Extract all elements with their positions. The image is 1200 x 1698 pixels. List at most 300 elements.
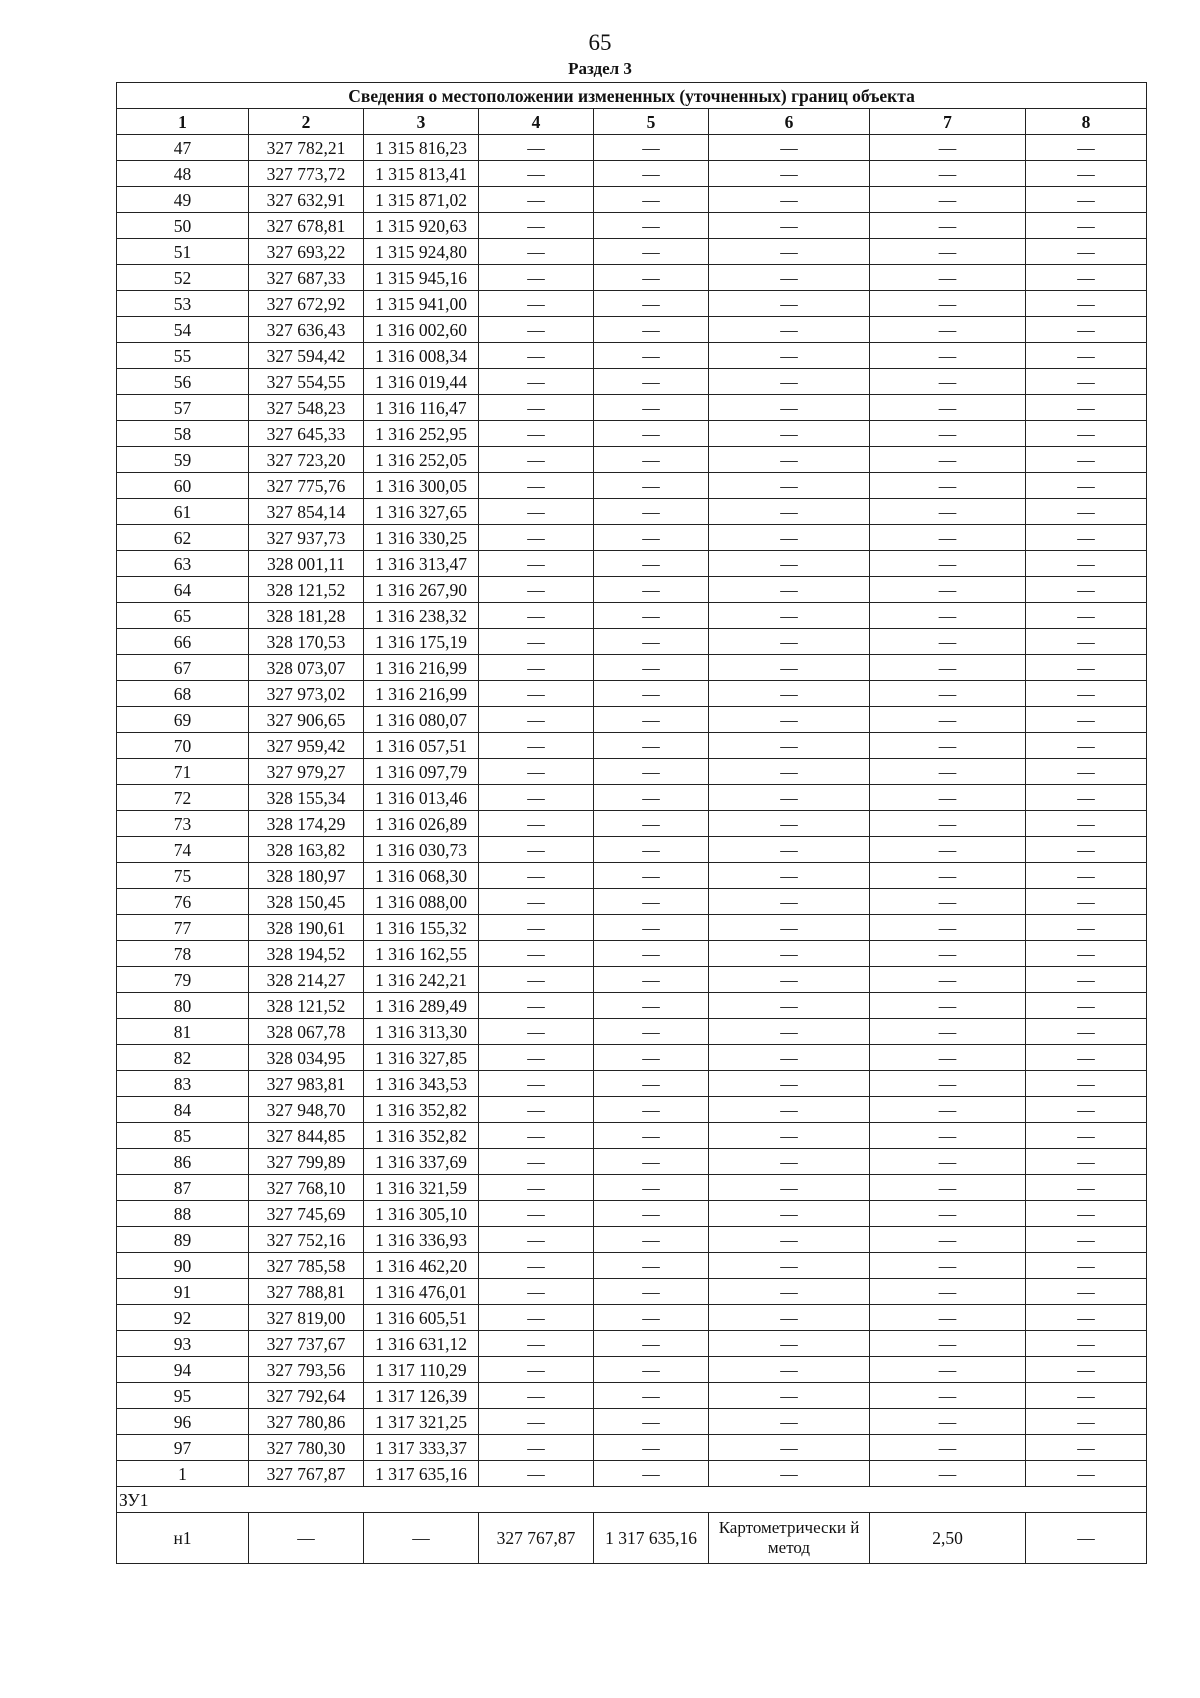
- empty-cell: —: [870, 317, 1026, 343]
- coord-y: 1 316 252,05: [364, 447, 479, 473]
- empty-cell: —: [1026, 265, 1147, 291]
- table-row: [117, 1149, 1147, 1175]
- empty-cell: —: [1026, 1045, 1147, 1071]
- table-row: [117, 187, 1147, 213]
- empty-cell: —: [479, 759, 594, 785]
- coord-x: 327 906,65: [249, 707, 364, 733]
- empty-cell: —: [594, 941, 709, 967]
- empty-cell: —: [594, 837, 709, 863]
- empty-cell: —: [479, 1149, 594, 1175]
- empty-cell: —: [870, 1305, 1026, 1331]
- coord-y: 1 315 871,02: [364, 187, 479, 213]
- coord-x: 328 180,97: [249, 863, 364, 889]
- empty-cell: —: [1026, 837, 1147, 863]
- empty-cell: —: [870, 1227, 1026, 1253]
- empty-cell: —: [870, 187, 1026, 213]
- empty-cell: —: [709, 499, 870, 525]
- table-row: [117, 993, 1147, 1019]
- empty-cell: —: [594, 395, 709, 421]
- empty-cell: —: [479, 915, 594, 941]
- empty-cell: —: [479, 525, 594, 551]
- empty-cell: —: [479, 265, 594, 291]
- coord-x: 327 788,81: [249, 1279, 364, 1305]
- point-number: 1: [117, 1461, 249, 1487]
- empty-cell: —: [594, 317, 709, 343]
- column-header-row: [117, 109, 1147, 135]
- empty-cell: —: [479, 1435, 594, 1461]
- point-number: 47: [117, 135, 249, 161]
- empty-cell: —: [594, 1201, 709, 1227]
- empty-cell: —: [709, 837, 870, 863]
- empty-cell: —: [870, 681, 1026, 707]
- empty-cell: —: [479, 681, 594, 707]
- table-row: [117, 655, 1147, 681]
- point-number: 76: [117, 889, 249, 915]
- point-number: 59: [117, 447, 249, 473]
- empty-cell: —: [479, 707, 594, 733]
- empty-cell: —: [870, 915, 1026, 941]
- empty-cell: —: [594, 343, 709, 369]
- coord-y: 1 316 313,30: [364, 1019, 479, 1045]
- table-row: [117, 1383, 1147, 1409]
- table-row: [117, 1435, 1147, 1461]
- table-row: [117, 161, 1147, 187]
- empty-cell: —: [594, 239, 709, 265]
- table-row: [117, 1331, 1147, 1357]
- coord-y: 1 316 026,89: [364, 811, 479, 837]
- empty-cell: —: [479, 655, 594, 681]
- coord-y: 1 316 116,47: [364, 395, 479, 421]
- point-number: 75: [117, 863, 249, 889]
- empty-cell: —: [1026, 161, 1147, 187]
- final-row-cell: н1: [117, 1513, 249, 1564]
- empty-cell: —: [709, 525, 870, 551]
- empty-cell: —: [479, 1175, 594, 1201]
- point-number: 63: [117, 551, 249, 577]
- empty-cell: —: [594, 1097, 709, 1123]
- empty-cell: —: [479, 239, 594, 265]
- empty-cell: —: [479, 993, 594, 1019]
- empty-cell: —: [870, 239, 1026, 265]
- empty-cell: —: [709, 1253, 870, 1279]
- empty-cell: —: [1026, 1305, 1147, 1331]
- empty-cell: —: [870, 1279, 1026, 1305]
- empty-cell: —: [594, 811, 709, 837]
- empty-cell: —: [479, 395, 594, 421]
- empty-cell: —: [870, 291, 1026, 317]
- empty-cell: —: [709, 135, 870, 161]
- point-number: 96: [117, 1409, 249, 1435]
- empty-cell: —: [1026, 1149, 1147, 1175]
- empty-cell: —: [709, 1461, 870, 1487]
- coord-y: 1 316 336,93: [364, 1227, 479, 1253]
- point-number: 92: [117, 1305, 249, 1331]
- empty-cell: —: [1026, 421, 1147, 447]
- coord-x: 328 155,34: [249, 785, 364, 811]
- empty-cell: —: [870, 603, 1026, 629]
- empty-cell: —: [709, 1201, 870, 1227]
- coord-y: 1 316 088,00: [364, 889, 479, 915]
- empty-cell: —: [479, 1357, 594, 1383]
- point-number: 81: [117, 1019, 249, 1045]
- empty-cell: —: [1026, 1331, 1147, 1357]
- empty-cell: —: [870, 863, 1026, 889]
- empty-cell: —: [594, 265, 709, 291]
- empty-cell: —: [479, 1123, 594, 1149]
- empty-cell: —: [870, 1071, 1026, 1097]
- empty-cell: —: [1026, 1461, 1147, 1487]
- point-number: 86: [117, 1149, 249, 1175]
- empty-cell: —: [594, 707, 709, 733]
- empty-cell: —: [870, 1149, 1026, 1175]
- empty-cell: —: [1026, 551, 1147, 577]
- point-number: 48: [117, 161, 249, 187]
- final-row-cell: —: [364, 1513, 479, 1564]
- empty-cell: —: [1026, 733, 1147, 759]
- empty-cell: —: [870, 1045, 1026, 1071]
- table-row: [117, 213, 1147, 239]
- coord-x: 327 554,55: [249, 369, 364, 395]
- final-row-cell: 327 767,87: [479, 1513, 594, 1564]
- empty-cell: —: [709, 707, 870, 733]
- empty-cell: —: [870, 889, 1026, 915]
- empty-cell: —: [594, 551, 709, 577]
- coord-x: 327 678,81: [249, 213, 364, 239]
- coord-x: 328 181,28: [249, 603, 364, 629]
- coord-x: 327 594,42: [249, 343, 364, 369]
- coord-y: 1 315 816,23: [364, 135, 479, 161]
- empty-cell: —: [870, 213, 1026, 239]
- empty-cell: —: [1026, 993, 1147, 1019]
- coord-x: 327 773,72: [249, 161, 364, 187]
- empty-cell: —: [870, 1461, 1026, 1487]
- point-number: 57: [117, 395, 249, 421]
- coord-y: 1 316 013,46: [364, 785, 479, 811]
- point-number: 56: [117, 369, 249, 395]
- point-number: 97: [117, 1435, 249, 1461]
- point-number: 67: [117, 655, 249, 681]
- coord-x: 327 780,30: [249, 1435, 364, 1461]
- empty-cell: —: [709, 733, 870, 759]
- empty-cell: —: [1026, 681, 1147, 707]
- table-row: [117, 317, 1147, 343]
- empty-cell: —: [870, 1175, 1026, 1201]
- empty-cell: —: [479, 499, 594, 525]
- empty-cell: —: [594, 759, 709, 785]
- empty-cell: —: [479, 1331, 594, 1357]
- table-row: [117, 1513, 1147, 1564]
- empty-cell: —: [709, 1019, 870, 1045]
- point-number: 87: [117, 1175, 249, 1201]
- empty-cell: —: [1026, 135, 1147, 161]
- coord-y: 1 316 305,10: [364, 1201, 479, 1227]
- empty-cell: —: [709, 1435, 870, 1461]
- empty-cell: —: [1026, 1019, 1147, 1045]
- coord-y: 1 316 327,65: [364, 499, 479, 525]
- empty-cell: —: [1026, 941, 1147, 967]
- empty-cell: —: [594, 577, 709, 603]
- coord-x: 327 737,67: [249, 1331, 364, 1357]
- empty-cell: —: [1026, 1097, 1147, 1123]
- empty-cell: —: [870, 395, 1026, 421]
- coord-x: 327 937,73: [249, 525, 364, 551]
- column-header: 7: [870, 109, 1026, 135]
- point-number: 93: [117, 1331, 249, 1357]
- coord-x: 328 214,27: [249, 967, 364, 993]
- empty-cell: —: [709, 317, 870, 343]
- empty-cell: —: [870, 473, 1026, 499]
- coord-y: 1 316 019,44: [364, 369, 479, 395]
- empty-cell: —: [479, 1305, 594, 1331]
- empty-cell: —: [709, 889, 870, 915]
- empty-cell: —: [479, 1279, 594, 1305]
- empty-cell: —: [1026, 473, 1147, 499]
- point-number: 62: [117, 525, 249, 551]
- table-row: [117, 447, 1147, 473]
- coord-x: 328 190,61: [249, 915, 364, 941]
- coord-x: 327 785,58: [249, 1253, 364, 1279]
- empty-cell: —: [870, 733, 1026, 759]
- empty-cell: —: [709, 1331, 870, 1357]
- table-row: [117, 941, 1147, 967]
- empty-cell: —: [594, 863, 709, 889]
- coord-y: 1 316 175,19: [364, 629, 479, 655]
- empty-cell: —: [709, 265, 870, 291]
- empty-cell: —: [870, 1123, 1026, 1149]
- empty-cell: —: [479, 551, 594, 577]
- coord-y: 1 316 300,05: [364, 473, 479, 499]
- coord-x: 328 121,52: [249, 993, 364, 1019]
- coord-x: 327 854,14: [249, 499, 364, 525]
- table-row: [117, 1045, 1147, 1071]
- empty-cell: —: [594, 993, 709, 1019]
- coord-x: 327 983,81: [249, 1071, 364, 1097]
- column-header: 2: [249, 109, 364, 135]
- empty-cell: —: [870, 1383, 1026, 1409]
- empty-cell: —: [1026, 525, 1147, 551]
- empty-cell: —: [594, 1019, 709, 1045]
- table-row: [117, 135, 1147, 161]
- point-number: 54: [117, 317, 249, 343]
- coord-y: 1 316 321,59: [364, 1175, 479, 1201]
- coord-x: 328 163,82: [249, 837, 364, 863]
- empty-cell: —: [709, 343, 870, 369]
- empty-cell: —: [1026, 447, 1147, 473]
- column-header: 1: [117, 109, 249, 135]
- empty-cell: —: [1026, 707, 1147, 733]
- empty-cell: —: [594, 1383, 709, 1409]
- empty-cell: —: [709, 369, 870, 395]
- empty-cell: —: [594, 447, 709, 473]
- empty-cell: —: [870, 421, 1026, 447]
- empty-cell: —: [870, 993, 1026, 1019]
- table-row: [117, 837, 1147, 863]
- empty-cell: —: [594, 369, 709, 395]
- empty-cell: —: [1026, 1071, 1147, 1097]
- coord-x: 328 194,52: [249, 941, 364, 967]
- point-number: 52: [117, 265, 249, 291]
- final-row-cell: Картометрически й метод: [709, 1513, 870, 1564]
- table-row: [117, 1227, 1147, 1253]
- coord-x: 327 752,16: [249, 1227, 364, 1253]
- point-number: 90: [117, 1253, 249, 1279]
- empty-cell: —: [709, 785, 870, 811]
- empty-cell: —: [1026, 915, 1147, 941]
- table-row: [117, 707, 1147, 733]
- coord-y: 1 316 030,73: [364, 837, 479, 863]
- empty-cell: —: [709, 1175, 870, 1201]
- empty-cell: —: [709, 967, 870, 993]
- table-row: [117, 1071, 1147, 1097]
- point-number: 73: [117, 811, 249, 837]
- coord-x: 327 844,85: [249, 1123, 364, 1149]
- table-row: [117, 681, 1147, 707]
- empty-cell: —: [870, 1357, 1026, 1383]
- table-row: [117, 1123, 1147, 1149]
- point-number: 83: [117, 1071, 249, 1097]
- coord-y: 1 316 337,69: [364, 1149, 479, 1175]
- table-row: [117, 395, 1147, 421]
- final-row-cell: —: [1026, 1513, 1147, 1564]
- empty-cell: —: [594, 1175, 709, 1201]
- empty-cell: —: [1026, 369, 1147, 395]
- coord-x: 328 150,45: [249, 889, 364, 915]
- empty-cell: —: [594, 1305, 709, 1331]
- empty-cell: —: [479, 447, 594, 473]
- coord-y: 1 316 343,53: [364, 1071, 479, 1097]
- empty-cell: —: [870, 1331, 1026, 1357]
- empty-cell: —: [479, 603, 594, 629]
- empty-cell: —: [870, 629, 1026, 655]
- point-number: 89: [117, 1227, 249, 1253]
- empty-cell: —: [479, 785, 594, 811]
- empty-cell: —: [479, 1019, 594, 1045]
- empty-cell: —: [870, 655, 1026, 681]
- empty-cell: —: [479, 1409, 594, 1435]
- empty-cell: —: [870, 811, 1026, 837]
- point-number: 50: [117, 213, 249, 239]
- empty-cell: —: [870, 1019, 1026, 1045]
- table-row: [117, 577, 1147, 603]
- empty-cell: —: [594, 1071, 709, 1097]
- empty-cell: —: [709, 1357, 870, 1383]
- table-row: [117, 603, 1147, 629]
- coord-y: 1 317 321,25: [364, 1409, 479, 1435]
- empty-cell: —: [479, 1097, 594, 1123]
- empty-cell: —: [709, 863, 870, 889]
- point-number: 65: [117, 603, 249, 629]
- table-row: [117, 239, 1147, 265]
- coord-y: 1 316 327,85: [364, 1045, 479, 1071]
- empty-cell: —: [1026, 1123, 1147, 1149]
- empty-cell: —: [870, 707, 1026, 733]
- point-number: 70: [117, 733, 249, 759]
- coord-x: 327 799,89: [249, 1149, 364, 1175]
- empty-cell: —: [709, 213, 870, 239]
- final-row-cell: —: [249, 1513, 364, 1564]
- block-row: [117, 1487, 1147, 1513]
- empty-cell: —: [709, 1227, 870, 1253]
- empty-cell: —: [594, 629, 709, 655]
- coord-y: 1 316 002,60: [364, 317, 479, 343]
- table-row: [117, 525, 1147, 551]
- coord-x: 327 973,02: [249, 681, 364, 707]
- coord-x: 327 548,23: [249, 395, 364, 421]
- point-number: 60: [117, 473, 249, 499]
- empty-cell: —: [709, 603, 870, 629]
- column-header: 3: [364, 109, 479, 135]
- empty-cell: —: [709, 941, 870, 967]
- coord-y: 1 316 155,32: [364, 915, 479, 941]
- empty-cell: —: [479, 135, 594, 161]
- coord-x: 327 948,70: [249, 1097, 364, 1123]
- empty-cell: —: [709, 915, 870, 941]
- coord-x: 327 775,76: [249, 473, 364, 499]
- empty-cell: —: [594, 421, 709, 447]
- empty-cell: —: [709, 1279, 870, 1305]
- table-row: [117, 811, 1147, 837]
- point-number: 72: [117, 785, 249, 811]
- empty-cell: —: [594, 1357, 709, 1383]
- empty-cell: —: [594, 1331, 709, 1357]
- empty-cell: —: [1026, 499, 1147, 525]
- coord-y: 1 316 162,55: [364, 941, 479, 967]
- point-number: 61: [117, 499, 249, 525]
- empty-cell: —: [709, 421, 870, 447]
- empty-cell: —: [870, 499, 1026, 525]
- coord-x: 327 645,33: [249, 421, 364, 447]
- empty-cell: —: [709, 1305, 870, 1331]
- empty-cell: —: [870, 343, 1026, 369]
- table-row: [117, 629, 1147, 655]
- empty-cell: —: [1026, 187, 1147, 213]
- coord-x: 327 693,22: [249, 239, 364, 265]
- coord-x: 327 768,10: [249, 1175, 364, 1201]
- point-number: 53: [117, 291, 249, 317]
- coord-y: 1 316 631,12: [364, 1331, 479, 1357]
- coord-y: 1 316 476,01: [364, 1279, 479, 1305]
- empty-cell: —: [594, 213, 709, 239]
- column-header: 6: [709, 109, 870, 135]
- coord-x: 328 174,29: [249, 811, 364, 837]
- empty-cell: —: [1026, 1175, 1147, 1201]
- coord-y: 1 316 605,51: [364, 1305, 479, 1331]
- empty-cell: —: [1026, 1227, 1147, 1253]
- empty-cell: —: [709, 551, 870, 577]
- empty-cell: —: [479, 837, 594, 863]
- table-row: [117, 473, 1147, 499]
- empty-cell: —: [870, 135, 1026, 161]
- empty-cell: —: [479, 473, 594, 499]
- empty-cell: —: [709, 681, 870, 707]
- coord-x: 327 819,00: [249, 1305, 364, 1331]
- point-number: 91: [117, 1279, 249, 1305]
- empty-cell: —: [479, 369, 594, 395]
- empty-cell: —: [709, 447, 870, 473]
- empty-cell: —: [594, 1227, 709, 1253]
- empty-cell: —: [594, 1253, 709, 1279]
- coord-y: 1 315 941,00: [364, 291, 479, 317]
- coord-y: 1 317 635,16: [364, 1461, 479, 1487]
- empty-cell: —: [479, 577, 594, 603]
- table-row: [117, 785, 1147, 811]
- coord-y: 1 315 920,63: [364, 213, 479, 239]
- coord-x: 328 067,78: [249, 1019, 364, 1045]
- empty-cell: —: [1026, 577, 1147, 603]
- coord-x: 327 745,69: [249, 1201, 364, 1227]
- empty-cell: —: [870, 525, 1026, 551]
- empty-cell: —: [870, 577, 1026, 603]
